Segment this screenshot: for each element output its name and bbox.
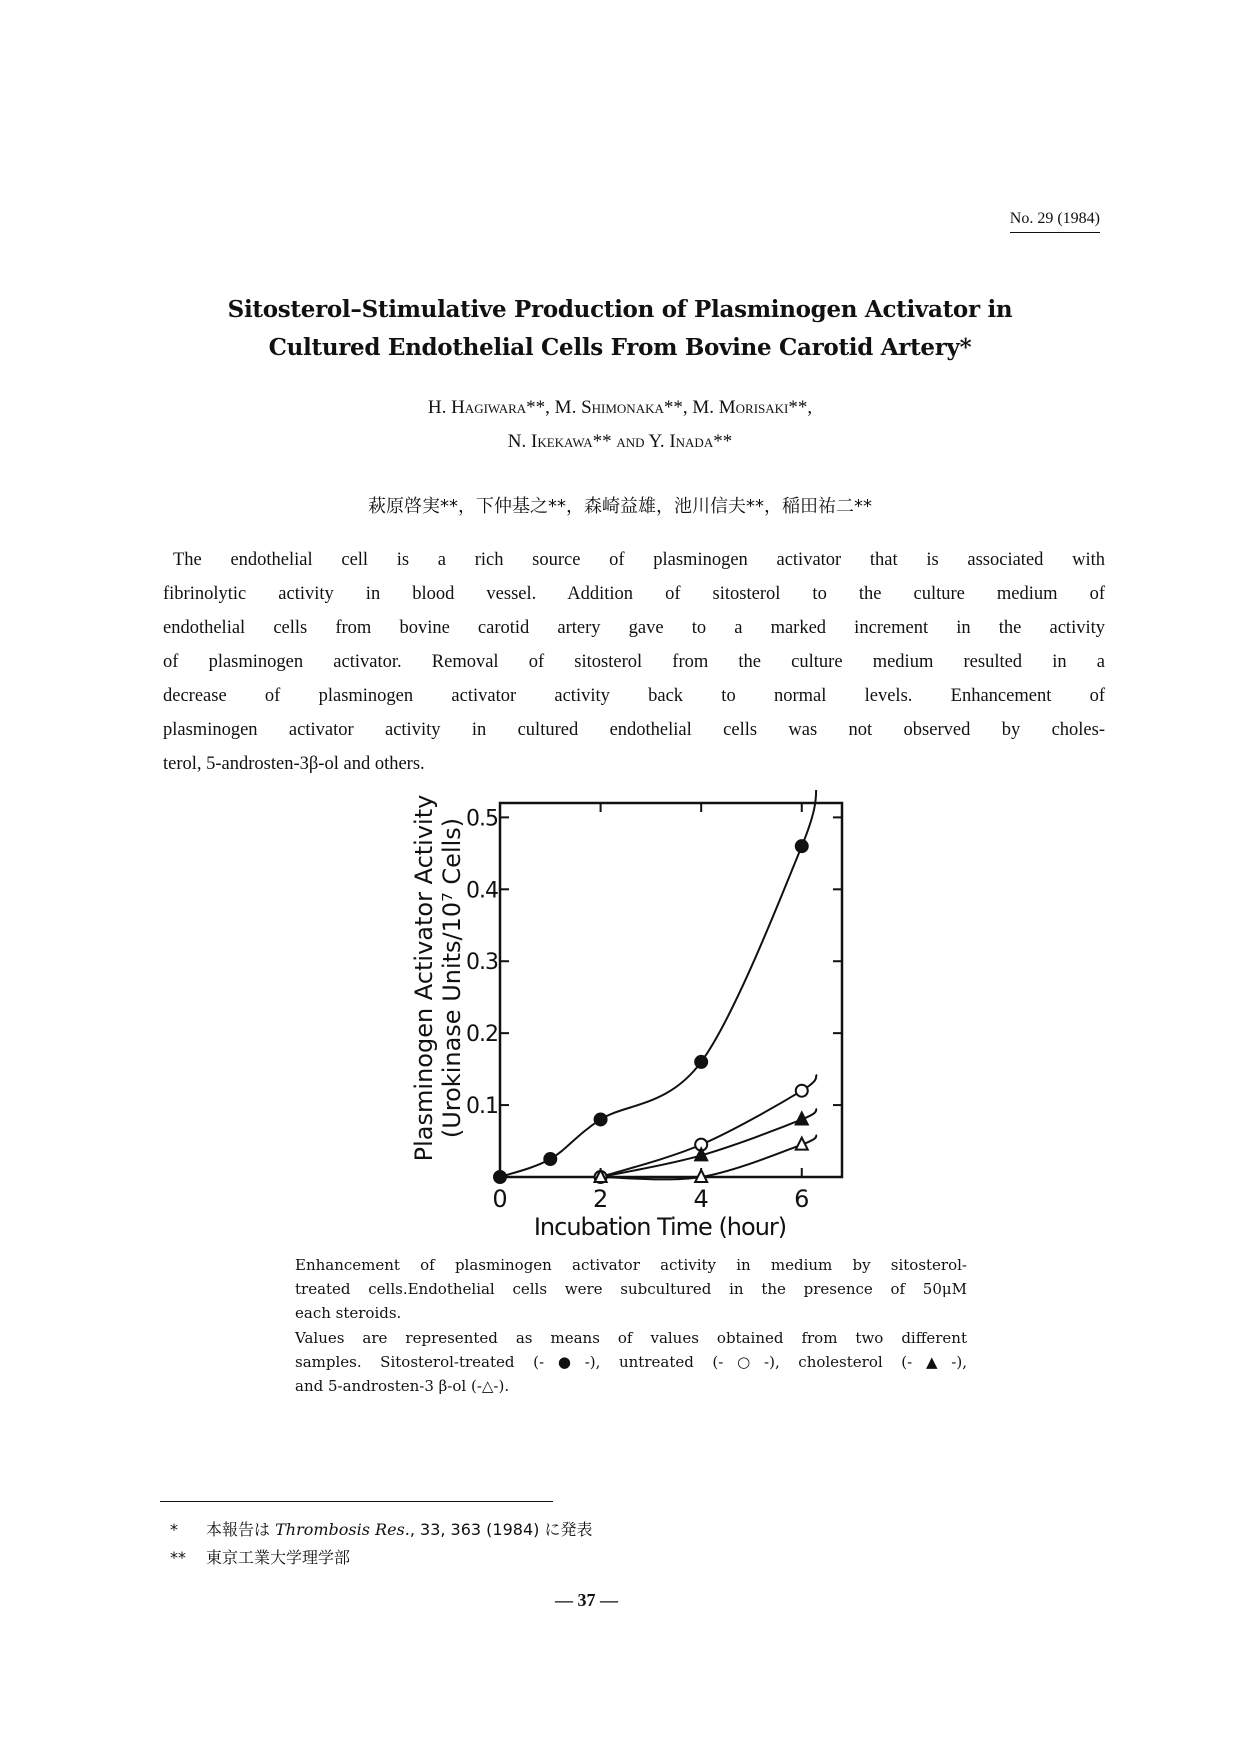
footnote-mark: ** [170, 1548, 186, 1567]
y-axis-label: Plasminogen Activator Activity [410, 794, 438, 1162]
footnote-1 [170, 1517, 592, 1540]
chart-axes [500, 803, 842, 1177]
activity-chart [380, 790, 860, 1260]
y-tick-label: 0.2 [466, 1022, 498, 1048]
series-curve-filled-circle [500, 790, 817, 1177]
abstract-line: decrease of plasminogen activator activity back to normal levels. Enhancement of [163, 686, 1105, 706]
data-point-open-circle [796, 1085, 808, 1097]
y-tick-label: 0.1 [466, 1094, 498, 1120]
footnote-text: 東京工業大学理学部 [206, 1548, 351, 1567]
data-point-filled-circle [796, 840, 808, 852]
data-point-filled-circle [695, 1056, 707, 1068]
title-line-2: Cultured Endothelial Cells From Bovine Carotid Artery* [268, 334, 972, 361]
data-point-filled-circle [544, 1153, 556, 1165]
footnote-divider [160, 1501, 553, 1502]
caption-line: Enhancement of plasminogen activator activity in medium by sitosterol- [295, 1256, 967, 1274]
authors-japanese: 萩原啓実**，下仲基之**，森崎益雄，池川信夫**，稲田祐二** [368, 496, 872, 517]
caption-line: Values are represented as means of values obtained from two different [295, 1329, 967, 1347]
y-tick-label: 0.4 [466, 878, 498, 904]
abstract-line: of plasminogen activator. Removal of sitosterol from the culture medium resulted in a [163, 652, 1105, 672]
footnote-text: 本報告は [206, 1520, 276, 1539]
footnote-mark: * [170, 1520, 178, 1539]
x-axis-label: Incubation Time (hour) [533, 1213, 787, 1241]
x-tick-label: 0 [492, 1185, 508, 1213]
issue-number: No. 29 (1984) [1010, 210, 1100, 233]
abstract-line: plasminogen activator activity in cultured endothelial cells was not observed by choles- [163, 720, 1105, 740]
x-tick-label: 6 [794, 1185, 810, 1213]
authors-line-2: N. Ikekawa** and Y. Inada** [507, 431, 733, 452]
abstract-line: endothelial cells from bovine carotid artery gave to a marked increment in the activity [163, 618, 1105, 638]
caption-line: each steroids. [295, 1304, 402, 1322]
x-tick-label: 4 [693, 1185, 709, 1213]
caption-line: samples. Sitosterol-treated (-●-), untreated (-○-), cholesterol (-▲-), [295, 1353, 967, 1371]
caption-line: treated cells.Endothelial cells were subcultured in the presence of 50μM [295, 1280, 967, 1298]
abstract-line: terol, 5-androsten-3β-ol and others. [163, 754, 425, 774]
data-point-filled-circle [595, 1113, 607, 1125]
footnote-2 [170, 1545, 350, 1568]
footnote-text: , 33, 363 (1984) に発表 [409, 1520, 593, 1539]
abstract-line: fibrinolytic activity in blood vessel. Addition of sitosterol to the culture medium of [163, 584, 1105, 604]
data-point-filled-circle [494, 1171, 506, 1183]
title-line-1: Sitosterol–Stimulative Production of Plasminogen Activator in [227, 296, 1013, 323]
journal-name: Thrombosis Res. [275, 1520, 410, 1539]
y-tick-label: 0.5 [466, 806, 498, 832]
authors-line-1: H. Hagiwara**, M. Shimonaka**, M. Morisaki**, [427, 397, 813, 418]
abstract-line: The endothelial cell is a rich source of plasminogen activator that is associated with [173, 550, 1105, 570]
plot-frame [500, 803, 842, 1177]
page-number: — 37 — [555, 1590, 618, 1610]
y-tick-label: 0.3 [466, 950, 498, 976]
caption-line: and 5-androsten-3 β-ol (-△-). [295, 1377, 510, 1395]
y-axis-label-units: (Urokinase Units/10⁷ Cells) [438, 817, 466, 1139]
x-tick-label: 2 [592, 1185, 609, 1213]
